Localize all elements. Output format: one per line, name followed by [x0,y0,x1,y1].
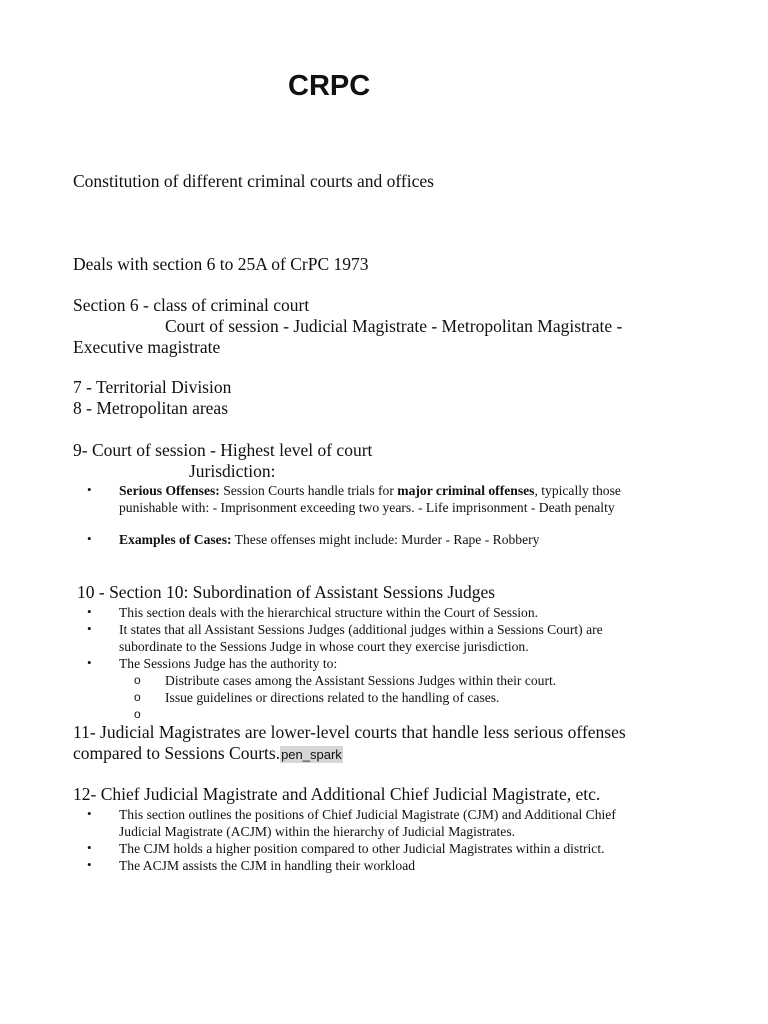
bullet-icon: • [87,531,92,546]
document-subtitle: Constitution of different criminal courts and offices [73,171,434,191]
pen-spark-highlight: pen_spark [281,747,342,762]
section8-text: 8 - Metropolitan areas [73,398,229,418]
bullet-icon: • [87,604,92,619]
circle-bullet-icon: o [134,690,141,704]
section10-sub1: Distribute cases among the Assistant Sessions Judges within their court. [165,673,557,688]
section10-heading: 10 - Section 10: Subordination of Assistant Sessions Judges [77,582,496,602]
section9-heading: 9- Court of session - Highest level of court [73,440,373,460]
section11-line2 [73,743,343,765]
bullet-icon: • [87,857,92,872]
section9-bullet1-text2: , typically those [534,483,621,498]
bullet-icon: • [87,840,92,855]
section9-bullet1-text1: Session Courts handle trials for [219,483,398,498]
section6-line1: Court of session - Judicial Magistrate - Metropolitan Magistrate - [165,316,623,336]
section9-bullet1-line1 [119,482,621,499]
section11-line1: 11- Judicial Magistrates are lower-level courts that handle less serious offenses [73,722,626,742]
circle-bullet-icon: o [134,707,141,721]
bullet-icon: • [87,621,92,636]
section7-text: 7 - Territorial Division [73,377,232,397]
section9-bullet1-line2: punishable with: - Imprisonment exceeding two years. - Life imprisonment - Death penalty [119,500,615,515]
section9-jurisdiction: Jurisdiction: [189,461,276,481]
section9-bullet2-text: These offenses might include: Murder - Rape - Robbery [231,532,540,547]
section12-bullet2: The CJM holds a higher position compared to other Judicial Magistrates within a district. [119,841,605,856]
section12-bullet1-line1: This section outlines the positions of Chief Judicial Magistrate (CJM) and Additional Chief [119,807,616,822]
section10-sub2: Issue guidelines or directions related to the handling of cases. [165,690,500,705]
section11-line2-text: compared to Sessions Courts. [73,743,281,763]
section10-bullet2-line1: It states that all Assistant Sessions Judges (additional judges within a Sessions Court) are [119,622,603,637]
section12-bullet1-line2: Judicial Magistrate (ACJM) within the hierarchy of Judicial Magistrates. [119,824,516,839]
major-offenses-bold: major criminal offenses [397,483,535,498]
section10-bullet3: The Sessions Judge has the authority to: [119,656,338,671]
examples-label: Examples of Cases: [119,532,232,547]
serious-offenses-label: Serious Offenses: [119,483,220,498]
section12-heading: 12- Chief Judicial Magistrate and Additional Chief Judicial Magistrate, etc. [73,784,601,804]
circle-bullet-icon: o [134,673,141,687]
bullet-icon: • [87,655,92,670]
section10-bullet1: This section deals with the hierarchical structure within the Court of Session. [119,605,539,620]
deals-with-text: Deals with section 6 to 25A of CrPC 1973 [73,254,369,274]
section6-heading: Section 6 - class of criminal court [73,295,310,315]
section9-bullet2 [119,531,539,548]
bullet-icon: • [87,806,92,821]
document-title: CRPC [288,70,371,102]
section10-bullet2-line2: subordinate to the Sessions Judge in whose court they exercise jurisdiction. [119,639,529,654]
section6-line2: Executive magistrate [73,337,221,357]
section12-bullet3: The ACJM assists the CJM in handling their workload [119,858,416,873]
bullet-icon: • [87,482,92,497]
